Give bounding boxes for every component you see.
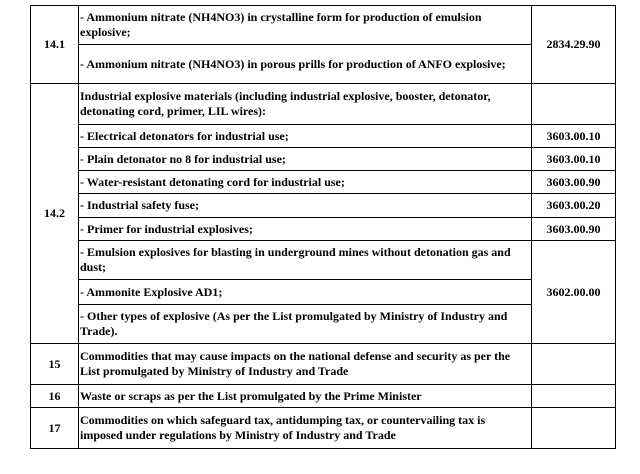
item-description: Commodities on which safeguard tax, antidumping tax, or countervailing tax is imposed under regulations by Ministry of Industry and Trade [79,408,532,449]
item-description: - Ammonite Explosive AD1; [79,280,532,305]
table-row [31,218,616,241]
table-row [31,194,616,218]
hs-code: 3603.00.10 [532,148,616,171]
hs-code [532,344,616,385]
item-description: - Electrical detonators for industrial use; [79,125,532,148]
commodity-table [30,5,616,449]
item-description: Commodities that may cause impacts on the national defense and security as per the List promulgated by Ministry of Industry and Trade [79,344,532,385]
item-description: - Plain detonator no 8 for industrial use; [79,148,532,171]
hs-code: 3603.00.90 [532,218,616,241]
item-description: Waste or scraps as per the List promulgated by the Prime Minister [79,385,532,408]
table-row [31,280,616,305]
item-description: - Other types of explosive (As per the List promulgated by Ministry of Industry and Trade). [79,305,532,344]
table-row [31,305,616,344]
hs-code [532,408,616,449]
item-description: - Water-resistant detonating cord for industrial use; [79,171,532,194]
table-row [31,148,616,171]
row-number: 17 [31,408,79,449]
table-row [31,408,616,449]
hs-code: 3602.00.00 [532,241,616,344]
hs-code: 3603.00.20 [532,194,616,218]
row-number: 15 [31,344,79,385]
item-description: Industrial explosive materials (including industrial explosive, booster, detonator, detonating cord, primer, LIL wires): [79,84,532,125]
item-description: - Primer for industrial explosives; [79,218,532,241]
table-row [31,171,616,194]
hs-code: 2834.29.90 [532,6,616,84]
item-description: - Industrial safety fuse; [79,194,532,218]
table-row [31,6,616,45]
hs-code [532,84,616,125]
table-row [31,385,616,408]
item-description: - Ammonium nitrate (NH4NO3) in crystalline form for production of emulsion explosive; [79,6,532,45]
item-description: - Emulsion explosives for blasting in underground mines without detonation gas and dust; [79,241,532,280]
row-number: 16 [31,385,79,408]
table-row [31,84,616,125]
table-row [31,125,616,148]
item-description: - Ammonium nitrate (NH4NO3) in porous prills for production of ANFO explosive; [79,45,532,84]
hs-code: 3603.00.90 [532,171,616,194]
table-row [31,45,616,84]
table-row [31,241,616,280]
row-number: 14.1 [31,6,79,84]
table-row [31,344,616,385]
row-number: 14.2 [31,84,79,344]
hs-code [532,385,616,408]
hs-code: 3603.00.10 [532,125,616,148]
